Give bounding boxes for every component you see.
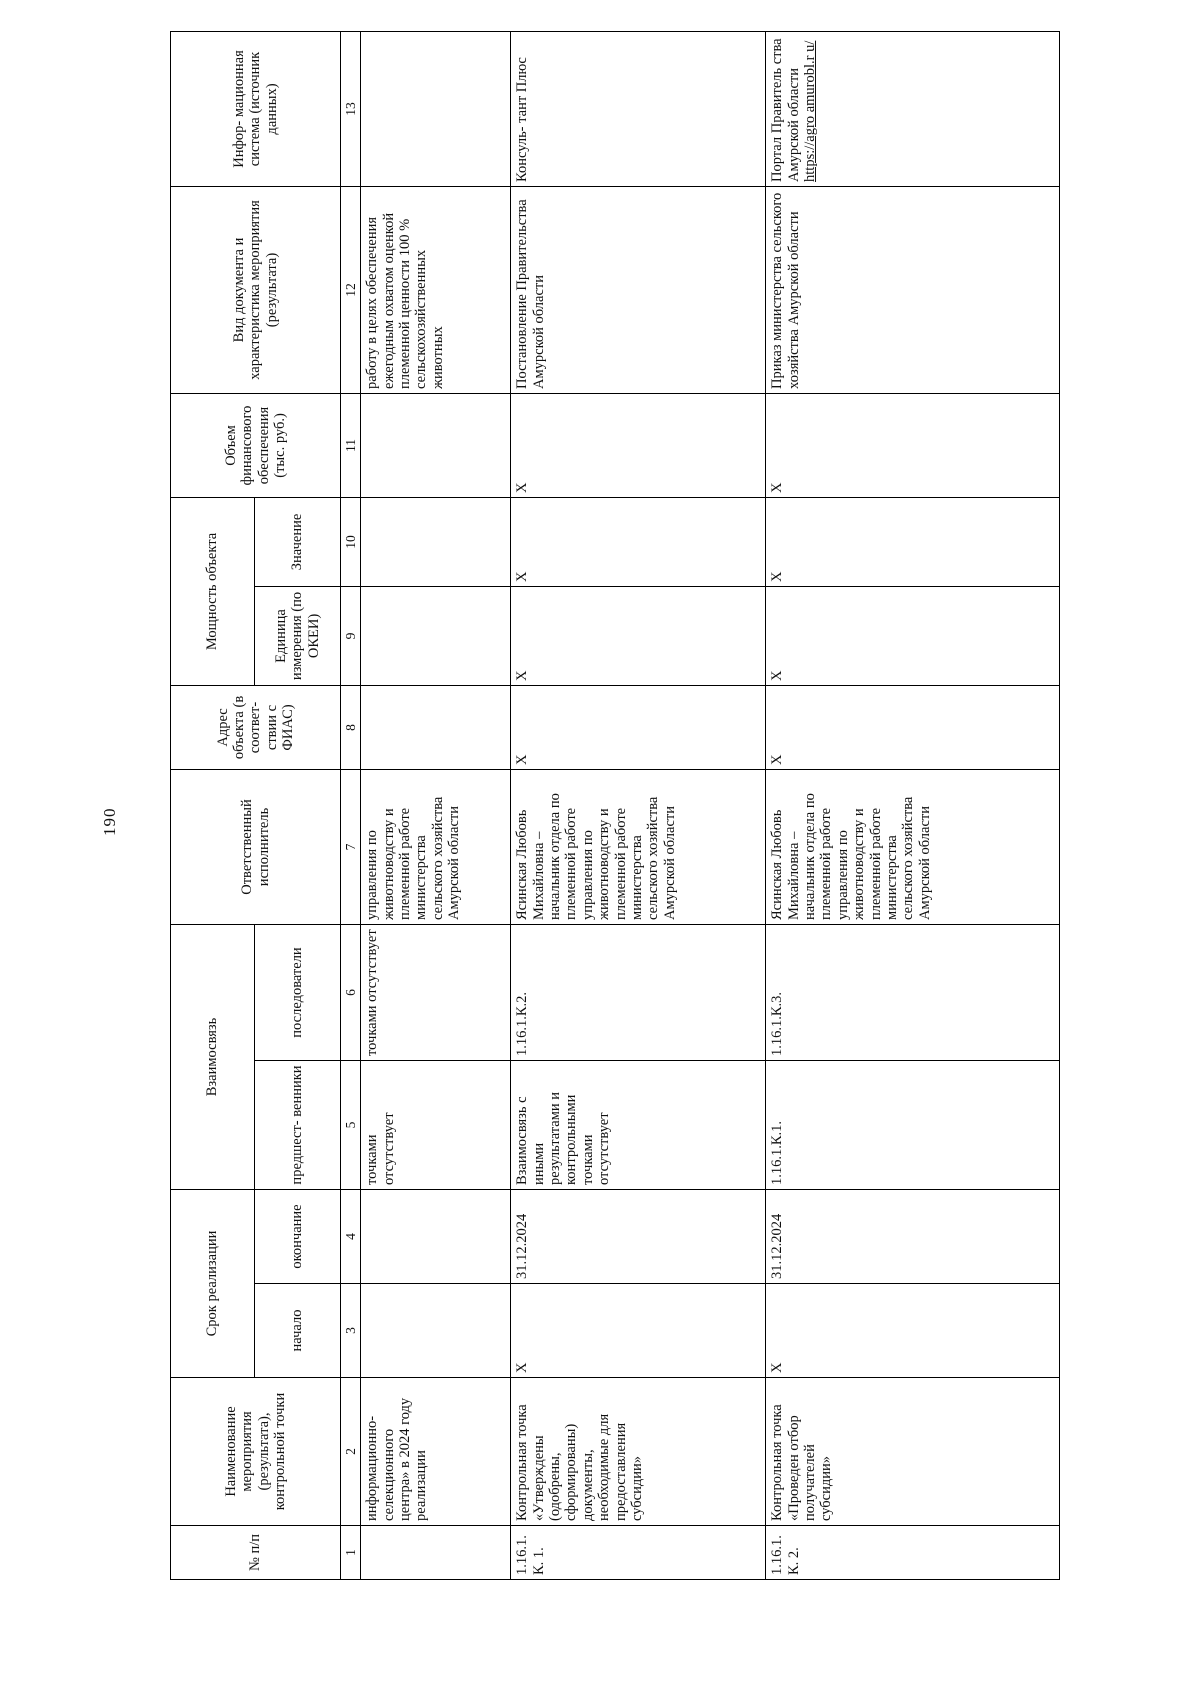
table-row	[511, 31, 766, 1579]
cell-end	[361, 1190, 511, 1284]
cell-unit: X	[766, 586, 1060, 685]
cell-address	[361, 685, 511, 769]
column-number: 10	[341, 497, 361, 586]
cell-unit	[361, 586, 511, 685]
column-number: 4	[341, 1190, 361, 1284]
header-no: № п/п	[171, 1526, 341, 1580]
measures-table	[170, 31, 1060, 1580]
cell-doc-type: Постановление Правительства Амурской области	[511, 186, 766, 393]
cell-responsible: Ясинская Любовь Михайловна – начальник отдела по племенной работе управления по животноводству и племенной работе министерства сельского хозяйства Амурской области	[766, 769, 1060, 924]
column-number: 11	[341, 393, 361, 497]
cell-successors: точками отсутствует	[361, 924, 511, 1060]
header-unit: Единица измерения (по ОКЕИ)	[255, 586, 341, 685]
header-period: Срок реализации	[171, 1190, 255, 1378]
cell-unit: X	[511, 586, 766, 685]
header-relation: Взаимосвязь	[171, 924, 255, 1189]
cell-doc-type: работу в целях обеспечения ежегодным охватом оценкой племенной ценности 100 % сельскохозяйственных животных	[361, 186, 511, 393]
cell-doc-type: Приказ министерства сельского хозяйства Амурской области	[766, 186, 1060, 393]
cell-responsible: Ясинская Любовь Михайловна – начальник отдела по племенной работе управления по животноводству и племенной работе министерства сельского хозяйства Амурской области	[511, 769, 766, 924]
cell-address: X	[766, 685, 1060, 769]
cell-name: Контрольная точка «Утверждены (одобрены, сформированы) документы, необходимые для предоставления субсидии»	[511, 1378, 766, 1526]
column-number: 3	[341, 1284, 361, 1378]
column-number: 8	[341, 685, 361, 769]
column-number: 13	[341, 31, 361, 186]
cell-info-system	[766, 31, 1060, 186]
header-address: Адрес объекта (в соответ- ствии с ФИАС)	[171, 685, 341, 769]
cell-finance: X	[511, 393, 766, 497]
info-system-text: Портал Правитель ства Амурской области	[769, 38, 802, 182]
header-capacity: Мощность объекта	[171, 497, 255, 685]
column-number: 9	[341, 586, 361, 685]
cell-info-system: Консуль- тант Плюс	[511, 31, 766, 186]
page-number: 190	[100, 807, 119, 836]
cell-predecessors: 1.16.1.К.1.	[766, 1061, 1060, 1190]
header-successors: последователи	[255, 924, 341, 1060]
cell-no: 1.16.1.К. 2.	[766, 1526, 1060, 1580]
cell-value: X	[511, 497, 766, 586]
cell-end: 31.12.2024	[511, 1190, 766, 1284]
header-row-top	[171, 31, 255, 1579]
cell-value	[361, 497, 511, 586]
cell-start: X	[511, 1284, 766, 1378]
table-row	[361, 31, 511, 1579]
header-info-system: Инфор- мационная система (источник данных)	[171, 31, 341, 186]
column-number: 5	[341, 1061, 361, 1190]
table-row	[766, 31, 1060, 1579]
column-number: 2	[341, 1378, 361, 1526]
header-responsible: Ответственный исполнитель	[171, 769, 341, 924]
cell-no	[361, 1526, 511, 1580]
cell-start: X	[766, 1284, 1060, 1378]
column-number: 1	[341, 1526, 361, 1580]
cell-successors: 1.16.1.К.2.	[511, 924, 766, 1060]
cell-finance	[361, 393, 511, 497]
cell-no: 1.16.1.К. 1.	[511, 1526, 766, 1580]
header-finance: Объем финансового обеспечения (тыс. руб.)	[171, 393, 341, 497]
document-sheet	[170, 32, 1059, 1580]
column-number: 12	[341, 186, 361, 393]
header-name: Наименование мероприятия (результата), контрольной точки	[171, 1378, 341, 1526]
cell-value: X	[766, 497, 1060, 586]
cell-start	[361, 1284, 511, 1378]
cell-successors: 1.16.1.К.3.	[766, 924, 1060, 1060]
cell-responsible: управления по животноводству и племенной работе министерства сельского хозяйства Амурской области	[361, 769, 511, 924]
column-number-row	[341, 31, 361, 1579]
column-number: 6	[341, 924, 361, 1060]
cell-predecessors: Взаимосвязь с иными результатами и контрольными точками отсутствует	[511, 1061, 766, 1190]
cell-predecessors: точками отсутствует	[361, 1061, 511, 1190]
cell-end: 31.12.2024	[766, 1190, 1060, 1284]
header-start: начало	[255, 1284, 341, 1378]
cell-address: X	[511, 685, 766, 769]
cell-info-system	[361, 31, 511, 186]
header-doc-type: Вид документа и характеристика мероприятия (результата)	[171, 186, 341, 393]
column-number: 7	[341, 769, 361, 924]
portal-link[interactable]: https://agro amurobl.r u/	[802, 40, 818, 182]
cell-name: информационно-селекционного центра» в 2024 году реализации	[361, 1378, 511, 1526]
cell-name: Контрольная точка «Проведен отбор получателей субсидии»	[766, 1378, 1060, 1526]
header-predecessors: предшест- венники	[255, 1061, 341, 1190]
header-end: окончание	[255, 1190, 341, 1284]
cell-finance: X	[766, 393, 1060, 497]
header-value: Значение	[255, 497, 341, 586]
